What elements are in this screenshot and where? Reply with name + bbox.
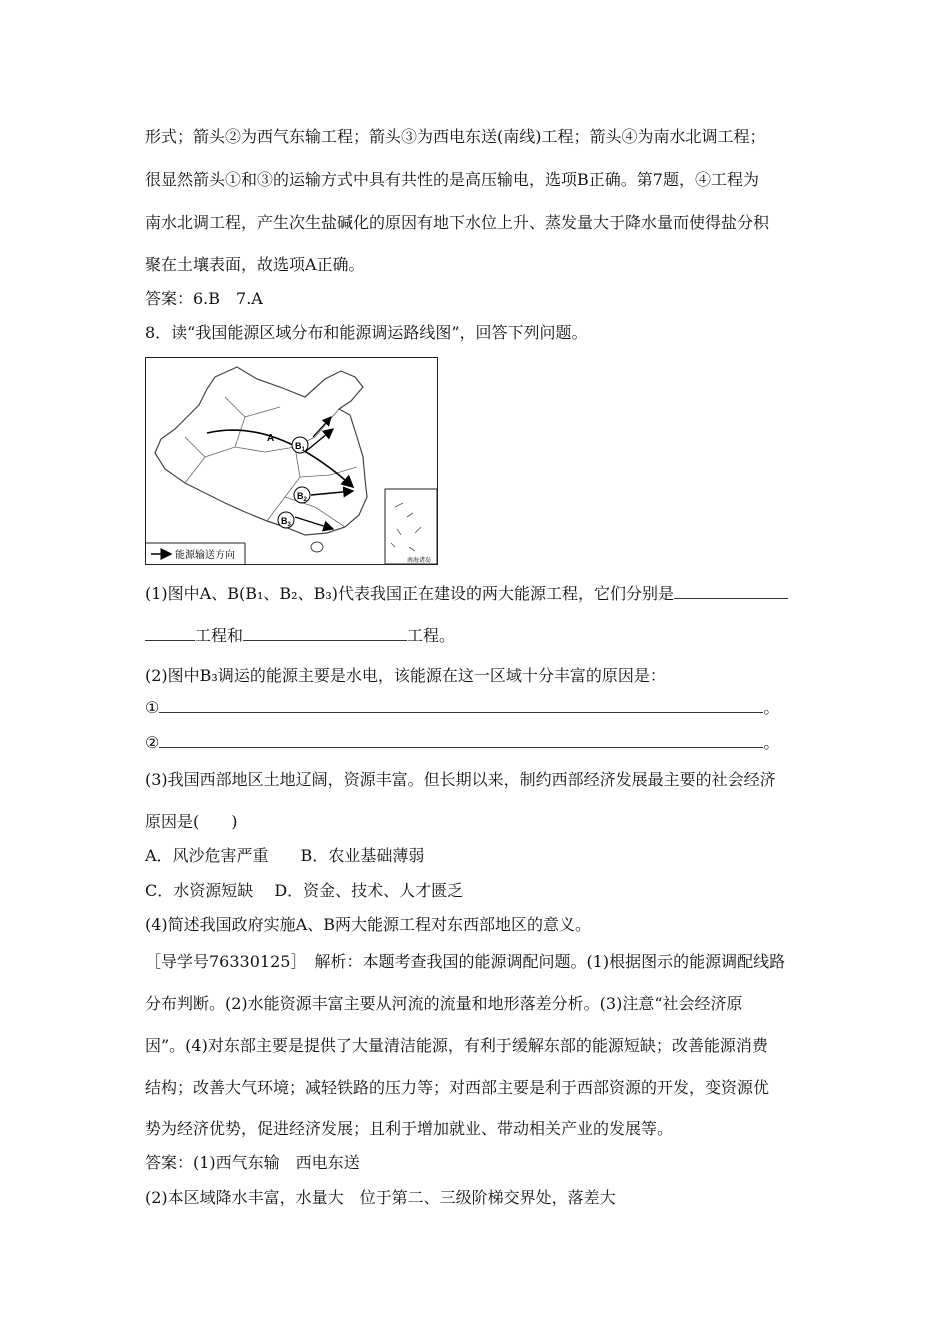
solution-line: 分布判断。(2)水能资源丰富主要从河流的流量和地形落差分析。(3)注意“社会经济原 bbox=[145, 994, 743, 1013]
solution-line: 因”。(4)对东部主要是提供了大量清洁能源，有利于缓解东部的能源短缺；改善能源消费 bbox=[145, 1036, 768, 1055]
answer-blank[interactable] bbox=[243, 626, 407, 641]
legend-text: 能源输送方向 bbox=[175, 550, 235, 561]
period: 。 bbox=[763, 698, 780, 717]
blank-label: ① bbox=[145, 698, 160, 717]
answer-blank[interactable] bbox=[145, 626, 195, 641]
answer-blank[interactable] bbox=[674, 584, 788, 599]
solution-line: 势为经济优势，促进经济发展；且利于增加就业、带动相关产业的发展等。 bbox=[145, 1119, 674, 1138]
text-line: 聚在土壤表面，故选项A正确。 bbox=[145, 255, 365, 274]
question-3-line1: (3)我国西部地区土地辽阔，资源丰富。但长期以来，制约西部经济发展最主要的社会经济 bbox=[145, 770, 776, 789]
inset-label: 南海诸岛 bbox=[407, 557, 432, 564]
blank-line-2 bbox=[145, 733, 779, 753]
south-sea-inset bbox=[385, 489, 437, 564]
blank-line-1 bbox=[145, 698, 779, 718]
answer-blank[interactable] bbox=[159, 698, 763, 713]
question-1-text: 工程。 bbox=[407, 626, 456, 645]
answer-blank[interactable] bbox=[159, 733, 763, 748]
question-1-text: (1)图中A、B(B₁、B₂、B₃)代表我国正在建设的两大能源工程，它们分别是 bbox=[145, 584, 674, 603]
answer-1: 答案：(1)西气东输 西电东送 bbox=[145, 1153, 360, 1172]
label-b2: $B_2$ bbox=[297, 491, 307, 503]
label-b3: $B_3$ bbox=[281, 516, 291, 528]
blank-label: ② bbox=[145, 733, 160, 752]
text-line: 很显然箭头①和③的运输方式中具有共性的是高压输电，选项B正确。第7题，④工程为 bbox=[145, 170, 759, 189]
text-line: 南水北调工程，产生次生盐碱化的原因有地下水位上升、蒸发量大于降水量而使得盐分积 bbox=[145, 213, 770, 232]
question-1-line2 bbox=[145, 626, 455, 646]
energy-map-figure bbox=[145, 357, 438, 565]
solution-line: 结构；改善大气环境；减轻铁路的压力等；对西部主要是利于西部资源的开发，变资源优 bbox=[145, 1078, 770, 1097]
options-ab: A．风沙危害严重 B．农业基础薄弱 bbox=[145, 846, 425, 865]
question-1-text: 工程和 bbox=[195, 626, 244, 645]
text-line: 形式；箭头②为西气东输工程；箭头③为西电东送(南线)工程；箭头④为南水北调工程； bbox=[145, 127, 766, 146]
question-1-line1 bbox=[145, 584, 788, 604]
label-b1: $B_1$ bbox=[295, 441, 305, 453]
question-8-title: 8．读“我国能源区域分布和能源调运路线图”，回答下列问题。 bbox=[145, 323, 588, 342]
label-a: A bbox=[267, 433, 275, 444]
question-4: (4)简述我国政府实施A、B两大能源工程对东西部地区的意义。 bbox=[145, 915, 591, 934]
answer-6-7: 答案：6.B 7.A bbox=[145, 289, 263, 308]
answer-2: (2)本区域降水丰富，水量大 位于第二、三级阶梯交界处，落差大 bbox=[145, 1188, 616, 1207]
question-3-line2: 原因是( ) bbox=[145, 812, 238, 831]
period: 。 bbox=[763, 733, 780, 752]
solution-line: ［导学号76330125］ 解析：本题考查我国的能源调配问题。(1)根据图示的能源调配线路 bbox=[145, 952, 786, 971]
options-cd: C．水资源短缺 D．资金、技术、人才匮乏 bbox=[145, 881, 464, 900]
question-2: (2)图中B₃调运的能源主要是水电，该能源在这一区域十分丰富的原因是： bbox=[145, 666, 666, 685]
